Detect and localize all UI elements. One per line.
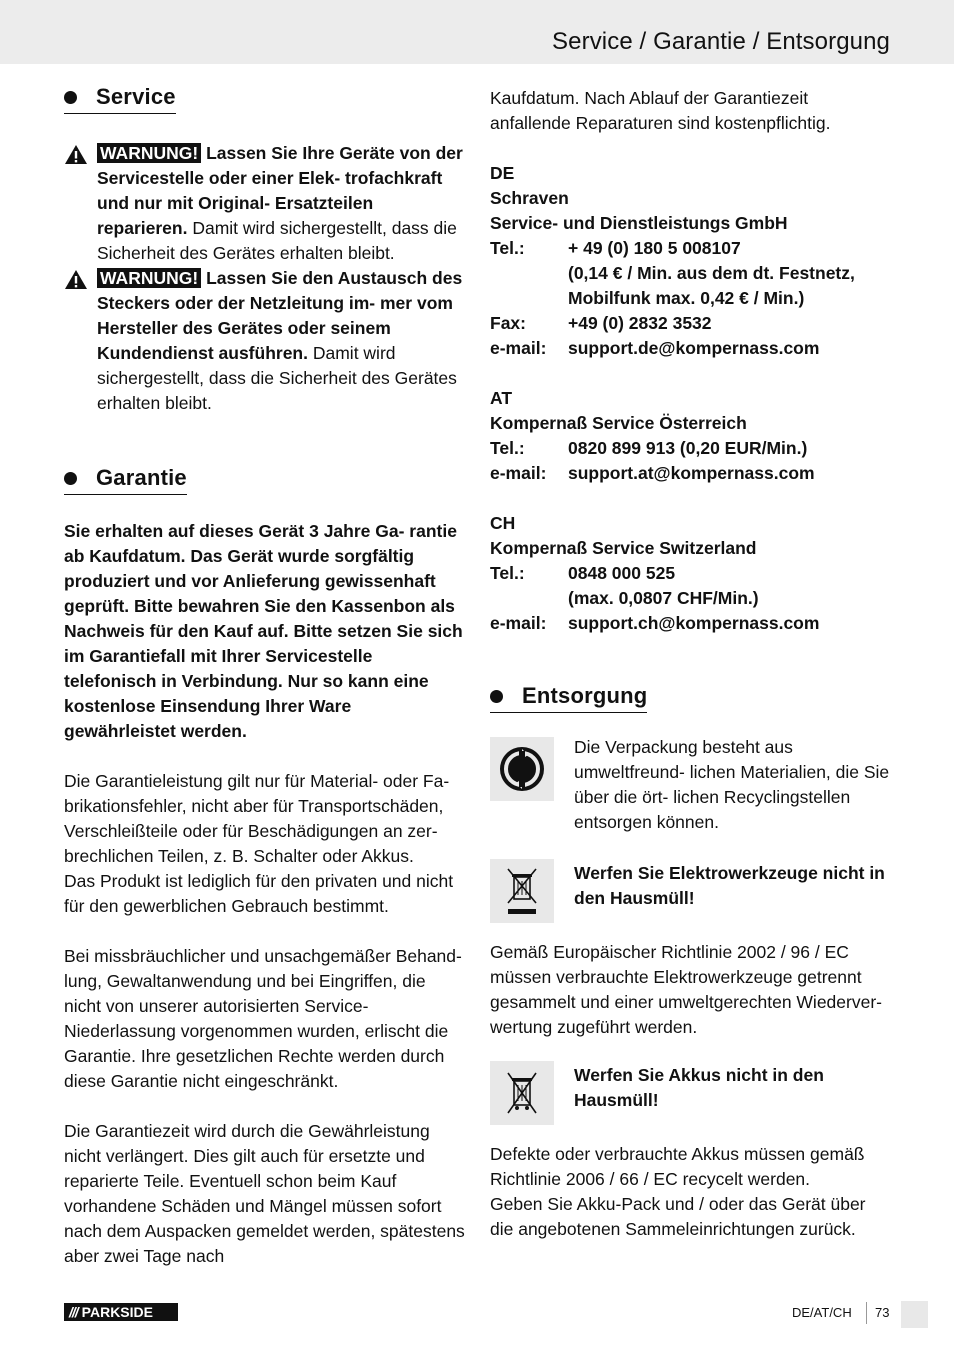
parkside-logo — [64, 1303, 178, 1321]
country-code-ch: CH — [490, 513, 516, 533]
brand-name: PARKSIDE — [81, 1304, 153, 1320]
garantie-intro: Sie erhalten auf dieses Gerät 3 Jahre Ga- rantie ab Kaufdatum. Das Gerät wurde sorgfältig produziert und vor Anlieferung gewissenhaft geprüft. Bitte bewahren Sie den Kassenbon als Nachweis für den Kauf auf. Bitte setzen Sie sich im Garantiefall mit Ihrer Servicestelle telefonisch in Verbindung. Nur so kann eine kostenlose Einsendung Ihrer Ware gewährleistet werden. — [64, 521, 463, 741]
service-warning-2 — [64, 266, 466, 416]
garantie-paragraph-3: Die Garantiezeit wird durch die Gewährleistung nicht verlängert. Dies gilt auch für ersetzte und reparierte Teile. Eventuell schon beim Kauf vorhandene Schäden und Mängel müssen sofort nach dem Auspacken gemeldet werden, spätestens aber zwei Tage nach — [64, 1121, 465, 1266]
battery-disposal-text-1: Defekte oder verbrauchte Akkus müssen gemäß Richtlinie 2006 / 66 / EC recycelt werden. — [490, 1144, 865, 1189]
battery-disposal-row — [490, 1059, 892, 1125]
garantie-heading — [64, 465, 187, 495]
page-title: Service / Garantie / Entsorgung — [552, 28, 890, 55]
warning-label: WARNUNG! — [97, 268, 201, 288]
email-at: support.at@kompernass.com — [568, 463, 815, 483]
contact-at-table — [490, 436, 815, 486]
warning-1-bold: Lassen Sie Ihre Geräte von der Servicestelle oder einer Elek- trofachkraft und nur mit Original- Ersatzteilen reparieren. — [97, 143, 463, 238]
right-column — [490, 86, 892, 1242]
email-label: e-mail: — [490, 463, 547, 483]
contact-ch-table — [490, 561, 819, 636]
page-header — [0, 0, 954, 64]
crossed-bin-icon — [490, 859, 554, 923]
service-warning-1 — [64, 141, 466, 266]
company-de-line1: Schraven — [490, 188, 569, 208]
tools-disposal-row — [490, 857, 892, 923]
warning-label: WARNUNG! — [97, 143, 201, 163]
warning-triangle-icon — [64, 144, 88, 165]
fax-de: +49 (0) 2832 3532 — [568, 313, 712, 333]
warning-2-rest: Damit wird sichergestellt, dass die Sicherheit des Gerätes erhalten bleibt. — [97, 343, 457, 413]
phone-de-note-1: (0,14 € / Min. aus dem dt. Festnetz, — [568, 263, 855, 283]
country-code-at: AT — [490, 388, 513, 408]
brand-slashes: /// — [69, 1304, 78, 1320]
tel-label: Tel.: — [490, 563, 525, 583]
contact-ch — [490, 511, 892, 636]
battery-disposal-warning: Werfen Sie Akkus nicht in den Hausmüll! — [574, 1065, 824, 1110]
warning-2-bold: Lassen Sie den Austausch des Steckers oder der Netzleitung im- mer vom Hersteller des Gerätes oder seinem Kundendienst ausführen. — [97, 268, 463, 363]
tools-disposal-text: Gemäß Europäischer Richtlinie 2002 / 96 / EC müssen verbrauchte Elektrowerkzeuge getrennt gesammelt und einer umweltgerechten Wiederver- wertung zugeführt werden. — [490, 942, 882, 1037]
garantie-title: Garantie — [96, 465, 187, 490]
phone-ch-note: (max. 0,0807 CHF/Min.) — [568, 588, 759, 608]
phone-ch: 0848 000 525 — [568, 563, 676, 583]
warning-1-rest: Damit wird sichergestellt, dass die Sicherheit des Gerätes erhalten bleibt. — [97, 218, 457, 263]
footer-country-codes: DE/AT/CH — [792, 1305, 852, 1320]
contact-at — [490, 386, 892, 486]
phone-at: 0820 899 913 (0,20 EUR/Min.) — [568, 438, 808, 458]
page-number: 73 — [875, 1305, 890, 1320]
bullet-icon — [490, 690, 503, 703]
green-dot-icon — [490, 737, 554, 801]
company-de-line2: Service- und Dienstleistungs GmbH — [490, 213, 788, 233]
garantie-paragraph-3-continued: Kaufdatum. Nach Ablauf der Garantiezeit anfallende Reparaturen sind kostenpflichtig. — [490, 88, 831, 133]
warning-1-text — [97, 141, 466, 266]
bullet-icon — [64, 91, 77, 104]
email-ch: support.ch@kompernass.com — [568, 613, 820, 633]
phone-de: + 49 (0) 180 5 008107 — [568, 238, 741, 258]
country-code-de: DE — [490, 163, 515, 183]
garantie-paragraph-2: Bei missbräuchlicher und unsachgemäßer Behand- lung, Gewaltanwendung und bei Eingriffen, die nicht von unserer autorisierten Service-Niederlassung vorgenommen wurden, erlischt die Garantie. Ihre gesetzlichen Rechte werden durch diese Garantie nicht eingeschränkt. — [64, 946, 462, 1091]
battery-disposal-text-2: Geben Sie Akku-Pack und / oder das Gerät über die angebotenen Sammeleinrichtungen zurück. — [490, 1194, 866, 1239]
phone-de-note-2: Mobilfunk max. 0,42 € / Min.) — [568, 288, 805, 308]
company-ch: Kompernaß Service Switzerland — [490, 538, 757, 558]
email-label: e-mail: — [490, 613, 547, 633]
packaging-text: Die Verpackung besteht aus umweltfreund- lichen Materialien, die Sie über die ört- lichen Recyclingstellen entsorgen können. — [574, 737, 890, 832]
garantie-paragraph-1b: Das Produkt ist lediglich für den privaten und nicht für den gewerblichen Gebrauch bestimmt. — [64, 871, 454, 916]
footer-divider — [866, 1302, 867, 1324]
warning-2-text — [97, 266, 466, 416]
left-column — [64, 84, 466, 1269]
service-title: Service — [96, 84, 176, 109]
warning-triangle-icon — [64, 269, 88, 290]
service-heading — [64, 84, 176, 114]
entsorgung-title: Entsorgung — [522, 683, 648, 708]
crossed-bin-icon — [490, 1061, 554, 1125]
garantie-paragraph-1: Die Garantieleistung gilt nur für Material- oder Fa- brikationsfehler, nicht aber für Transportschäden, Verschleißteile oder für Beschädigungen an zer- brechlichen Teilen, z. B. Schalter oder Akkus. — [64, 771, 450, 866]
fax-label: Fax: — [490, 313, 526, 333]
tel-label: Tel.: — [490, 238, 525, 258]
bullet-icon — [64, 472, 77, 485]
packaging-row — [490, 735, 892, 835]
page-tab-marker — [901, 1301, 928, 1328]
company-at: Kompernaß Service Österreich — [490, 413, 747, 433]
email-label: e-mail: — [490, 338, 547, 358]
contact-de-table — [490, 236, 855, 361]
tools-disposal-warning: Werfen Sie Elektrowerkzeuge nicht in den Hausmüll! — [574, 863, 885, 908]
entsorgung-heading — [490, 683, 647, 713]
contact-de — [490, 161, 892, 361]
email-de: support.de@kompernass.com — [568, 338, 820, 358]
tel-label: Tel.: — [490, 438, 525, 458]
